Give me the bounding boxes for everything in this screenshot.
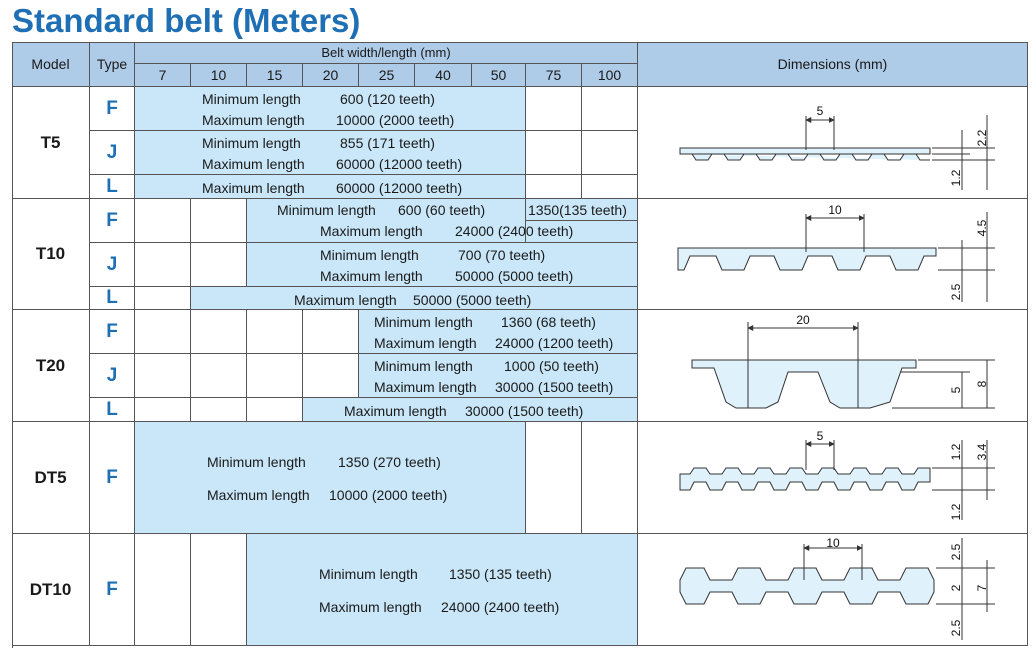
t10-l-max-label: Maximum length [294,292,397,308]
dt10-belt-drawing [680,536,995,640]
t5-base-label: 1.2 [949,169,963,187]
t5-l-max-value: 60000 (12000 teeth) [336,180,463,196]
header-width-100: 100 [582,64,638,87]
dt10-pitch-label: 10 [826,536,840,550]
dt5-total-label: 3.4 [975,443,989,461]
t20-f-min-label: Minimum length [374,314,473,330]
t20-f-max-label: Maximum length [374,335,477,351]
t10-total-label: 4.5 [975,219,989,237]
t5-j-min-label: Minimum length [202,135,301,151]
dt10-mid-label: 2 [949,584,963,592]
model-t5: T5 [12,87,90,199]
t10-f-min-label: Minimum length [277,202,376,218]
t5-f-min-value: 600 (120 teeth) [340,91,435,107]
header-width-50: 50 [472,64,526,87]
t5-f-max-value: 10000 (2000 teeth) [336,112,455,128]
t10-f-min-value: 600 (60 teeth) [398,202,486,218]
type-t5-j: J [90,131,135,175]
model-t10: T10 [12,199,90,310]
dt10-top-label: 2.5 [949,543,963,561]
t5-j-max-label: Maximum length [202,156,305,172]
dt10-total-label: 7 [975,584,989,592]
header-width-7: 7 [135,64,191,87]
t5-f-min-label: Minimum length [202,91,301,107]
t20-f-min-value: 1360 (68 teeth) [501,314,596,330]
header-width-20: 20 [303,64,359,87]
dt5-base-label: 1.2 [949,503,963,521]
t10-j-min-value: 700 (70 teeth) [458,247,546,263]
t5-total-label: 2.2 [975,129,989,147]
t20-j-min-value: 1000 (50 teeth) [504,358,599,374]
header-width-group: Belt width/length (mm) [135,42,638,64]
dt5-f-min-label: Minimum length [207,454,306,470]
dt10-f-max-label: Maximum length [319,599,422,615]
dt5-f-max-label: Maximum length [207,487,310,503]
t5-j-max-value: 60000 (12000 teeth) [336,156,463,172]
dt5-f-max-value: 10000 (2000 teeth) [329,487,448,503]
t20-pitch-label: 20 [796,313,810,327]
header-width-25: 25 [359,64,415,87]
type-t20-l: L [90,398,135,422]
type-dt5-f: F [90,422,135,534]
t10-belt-drawing [678,203,995,302]
t5-pitch-label: 5 [816,104,824,118]
t10-j-max-value: 50000 (5000 teeth) [455,268,574,284]
type-t5-f: F [90,87,135,131]
dt5-belt-drawing [680,429,995,520]
header-width-40: 40 [415,64,472,87]
t20-tooth-label: 5 [949,386,963,394]
dt10-f-max-value: 24000 (2400 teeth) [441,599,560,615]
header-type: Type [90,42,135,87]
dt5-top-label: 1.2 [949,443,963,461]
t5-belt-drawing [680,104,995,190]
type-t10-j: J [90,243,135,287]
model-dt5: DT5 [12,422,90,534]
t5-l-max-label: Maximum length [202,180,305,196]
t20-f-max-value: 24000 (1200 teeth) [495,335,614,351]
header-width-75: 75 [526,64,582,87]
t20-j-max-value: 30000 (1500 teeth) [495,379,614,395]
dt5-f-min-value: 1350 (270 teeth) [338,454,441,470]
model-dt10: DT10 [12,534,90,646]
t20-total-label: 8 [975,380,989,388]
t10-base-label: 2.5 [949,283,963,301]
t10-pitch-label: 10 [828,203,842,217]
t10-f-max-value: 24000 (2400 teeth) [455,223,574,239]
t5-f-max-label: Maximum length [202,112,305,128]
header-dimensions: Dimensions (mm) [638,42,1028,87]
dt10-f-min-label: Minimum length [319,566,418,582]
dt10-f-min-value: 1350 (135 teeth) [449,566,552,582]
dt10-base-label: 2.5 [949,619,963,637]
t10-f-max-label: Maximum length [320,223,423,239]
type-t20-f: F [90,310,135,354]
t10-l-max-value: 50000 (5000 teeth) [413,292,532,308]
header-width-10: 10 [191,64,247,87]
t10-j-min-label: Minimum length [320,247,419,263]
t5-j-min-value: 855 (171 teeth) [340,135,435,151]
type-t10-l: L [90,287,135,310]
type-t10-f: F [90,199,135,243]
t10-f-min-alt-value: 1350(135 teeth) [528,202,627,218]
type-t20-j: J [90,354,135,398]
t20-l-max-label: Maximum length [344,403,447,419]
type-t5-l: L [90,175,135,199]
model-t20: T20 [12,310,90,422]
t20-belt-drawing [692,313,995,408]
t20-l-max-value: 30000 (1500 teeth) [465,403,584,419]
t10-j-max-label: Maximum length [320,268,423,284]
type-dt10-f: F [90,534,135,646]
dt5-pitch-label: 5 [816,429,824,443]
t20-j-max-label: Maximum length [374,379,477,395]
t20-j-min-label: Minimum length [374,358,473,374]
header-width-15: 15 [247,64,303,87]
header-model: Model [12,42,90,87]
page-title: Standard belt (Meters) [12,2,361,39]
